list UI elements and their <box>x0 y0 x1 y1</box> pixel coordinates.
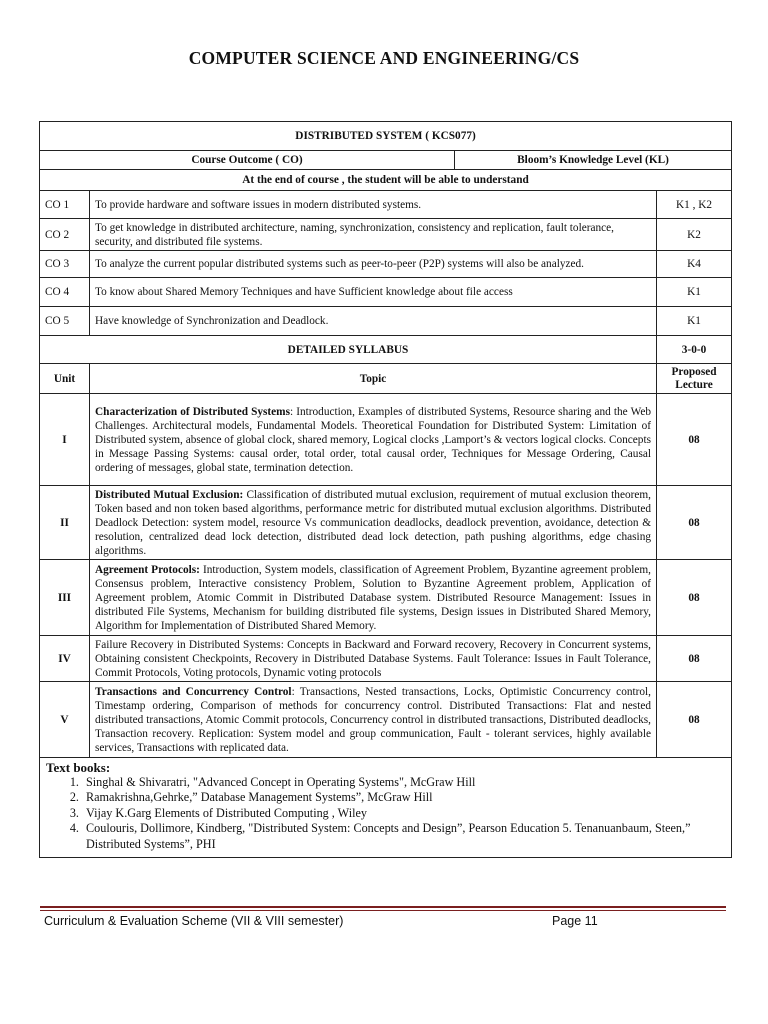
footer-rule-thin <box>40 910 726 911</box>
intro-row <box>40 170 732 191</box>
unit-topic <box>90 486 657 560</box>
co-header: Course Outcome ( CO) <box>40 151 455 170</box>
textbooks-cell <box>40 758 732 858</box>
syllabus-heading: DETAILED SYLLABUS <box>40 336 657 364</box>
unit-row <box>40 560 732 636</box>
syllabus-columns-row <box>40 364 732 394</box>
co-id: CO 4 <box>40 278 90 307</box>
co-id: CO 2 <box>40 219 90 251</box>
co-text: To get knowledge in distributed architecture, naming, synchronization, consistency and replication, fault tolerance, security, and distributed file systems. <box>90 219 657 251</box>
co-id: CO 1 <box>40 191 90 219</box>
unit-topic-body: Classification of distributed mutual exclusion, requirement of mutual exclusion theorem, Token based and non token based algorithms, performance metric for distributed mutual exclusion algorithms. Distributed Deadlock Detection: system model, resource Vs communication deadlocks, deadlock prevention, avoidance, detection & resolution, centralized dead lock detection, distributed dead lock detection, path pushing algorithms, edge chasing algorithms. <box>95 488 652 557</box>
textbooks-list <box>46 775 725 852</box>
unit-row <box>40 486 732 560</box>
co-kl: K1 , K2 <box>657 191 732 219</box>
unit-topic-body: Failure Recovery in Distributed Systems: Concepts in Backward and Forward recovery, Recovery in Concurrent systems, Obtaining consistent Checkpoints, Recovery in Distributed Database Systems. Fault Tolerance: Issues in Fault Tolerance, Commit Protocols, Voting protocols, Dynamic voting protocols <box>95 638 651 679</box>
co-row <box>40 278 732 307</box>
co-header-row <box>40 151 732 170</box>
unit-topic-sep: : <box>289 405 297 418</box>
unit-topic-body: Introduction, Examples of distributed Systems, Resource sharing and the Web Challenges. Architectural models, Fundamental Models. Theoretical Foundation for Distributed System: Limitation of Distributed system, absence of global clock, shared memory, Logical clocks ,Lamport’s & vectors logical clocks. Concepts in Message Passing Systems: causal order, total order, total causal order, Techniques for Message Ordering, Causal ordering of messages, global state, termination detection. <box>95 405 651 474</box>
unit-topic <box>90 636 657 682</box>
unit-topic-sep: : <box>291 685 300 698</box>
unit-lectures: 08 <box>657 636 732 682</box>
col-topic: Topic <box>90 364 657 394</box>
page-number: Page 11 <box>552 914 598 928</box>
co-kl: K1 <box>657 278 732 307</box>
co-row <box>40 251 732 278</box>
unit-lectures: 08 <box>657 394 732 486</box>
col-unit: Unit <box>40 364 90 394</box>
co-kl: K1 <box>657 307 732 336</box>
unit-topic-body: Transactions, Nested transactions, Locks, Optimistic Concurrency control, Timestamp ordering, Comparison of methods for concurrency control. Distributed Transactions: Flat and nested distributed transactions, Atomic Commit protocols, Concurrency control in distributed transactions, Distributed deadlocks, Transaction recovery. Replication: System model and group communication, Fault - tolerant services, highly available services, Transactions with replicated data. <box>95 685 652 754</box>
unit-row <box>40 682 732 758</box>
unit-topic-title: Characterization of Distributed Systems <box>95 405 290 418</box>
unit-row <box>40 636 732 682</box>
unit-number: II <box>40 486 90 560</box>
co-kl: K2 <box>657 219 732 251</box>
unit-topic-title: Transactions and Concurrency Control <box>95 685 292 698</box>
unit-topic <box>90 560 657 636</box>
co-kl: K4 <box>657 251 732 278</box>
unit-topic-title: Agreement Protocols: <box>95 563 200 576</box>
course-title-row <box>40 122 732 151</box>
textbooks-row <box>40 758 732 858</box>
textbooks-heading: Text books: <box>46 760 111 775</box>
co-text: To know about Shared Memory Techniques and have Sufficient knowledge about file access <box>90 278 657 307</box>
syllabus-heading-row <box>40 336 732 364</box>
kl-header: Bloom’s Knowledge Level (KL) <box>455 151 732 170</box>
co-row <box>40 219 732 251</box>
textbook-item: 1. Singhal & Shivaratri, "Advanced Concept in Operating Systems", McGraw Hill <box>82 775 725 790</box>
intro-text: At the end of course , the student will be able to understand <box>40 170 732 191</box>
co-text: To provide hardware and software issues in modern distributed systems. <box>90 191 657 219</box>
course-title: DISTRIBUTED SYSTEM ( KCS077) <box>40 122 732 151</box>
co-row <box>40 191 732 219</box>
syllabus-table <box>39 121 732 858</box>
unit-lectures: 08 <box>657 560 732 636</box>
unit-topic-body: Introduction, System models, classification of Agreement Problem, Byzantine agreement problem, Consensus problem, Interactive consistency Problem, Solution to Byzantine Agreement problem, Application of Agreement problem, Atomic Commit in Distributed Database system. Distributed Resource Management: Issues in distributed File Systems, Mechanism for building distributed file systems, Design issues in Distributed Shared Memory, Algorithm for Implementation of Distributed Shared Memory. <box>95 563 652 632</box>
col-lecture: Proposed Lecture <box>657 364 732 394</box>
co-text: Have knowledge of Synchronization and Deadlock. <box>90 307 657 336</box>
unit-row <box>40 394 732 486</box>
unit-lectures: 08 <box>657 682 732 758</box>
ltp-value: 3-0-0 <box>657 336 732 364</box>
co-id: CO 3 <box>40 251 90 278</box>
unit-topic <box>90 682 657 758</box>
unit-number: V <box>40 682 90 758</box>
unit-topic-title: Distributed Mutual Exclusion: <box>95 488 244 501</box>
unit-topic <box>90 394 657 486</box>
unit-number: IV <box>40 636 90 682</box>
unit-number: III <box>40 560 90 636</box>
footer-rule <box>40 906 726 908</box>
co-id: CO 5 <box>40 307 90 336</box>
co-row <box>40 307 732 336</box>
textbook-item: 4. Coulouris, Dollimore, Kindberg, "Distributed System: Concepts and Design”, Pearson Education 5. Tenanuanbaum, Steen,” Distributed Systems”, PHI <box>82 821 725 852</box>
unit-lectures: 08 <box>657 486 732 560</box>
textbook-item: 2. Ramakrishna,Gehrke,” Database Management Systems”, McGraw Hill <box>82 790 725 805</box>
page-title: COMPUTER SCIENCE AND ENGINEERING/CS <box>188 48 580 68</box>
unit-number: I <box>40 394 90 486</box>
co-text: To analyze the current popular distributed systems such as peer-to-peer (P2P) systems will also be analyzed. <box>90 251 657 278</box>
footer-text: Curriculum & Evaluation Scheme (VII & VIII semester) <box>44 914 344 928</box>
textbook-item: 3. Vijay K.Garg Elements of Distributed Computing , Wiley <box>82 806 725 821</box>
